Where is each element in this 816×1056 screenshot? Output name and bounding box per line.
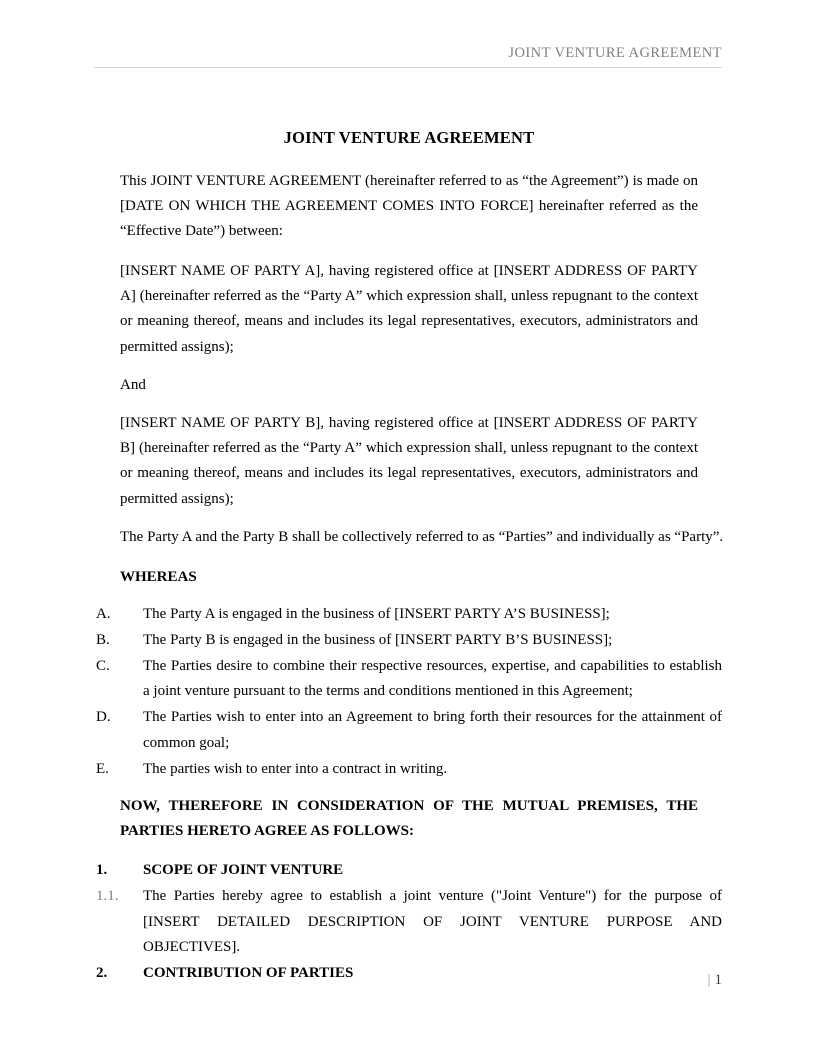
recital-marker: D.: [96, 709, 111, 726]
collective-reference-paragraph: The Party A and the Party B shall be collectively referred to as “Parties” and individually as “Party”.: [120, 529, 724, 545]
now-therefore-paragraph: NOW, THEREFORE IN CONSIDERATION OF THE MUTUAL PREMISES, THE PARTIES HERETO AGREE AS FOLLOWS:: [120, 798, 698, 840]
clause-text: SCOPE OF JOINT VENTURE: [143, 862, 344, 878]
clause-marker: 1.1.: [96, 887, 119, 904]
recital-item-a: [96, 602, 722, 628]
party-a-paragraph: [INSERT NAME OF PARTY A], having registered office at [INSERT ADDRESS OF PARTY A] (hereinafter referred as the “Party A” which expression shall, unless repugnant to the context or meaning thereof, means and includes its legal representatives, executors, administrators and permitted assigns);: [120, 263, 698, 355]
recital-text: The Party A is engaged in the business of [INSERT PARTY A’S BUSINESS];: [143, 606, 610, 622]
recital-item-e: [96, 757, 722, 783]
recital-text: The Party B is engaged in the business of [INSERT PARTY B’S BUSINESS];: [143, 631, 613, 648]
clause-text: The Parties hereby agree to establish a joint venture ("Joint Venture") for the purpose of [INSERT DETAILED DESCRIPTION OF JOINT VENTURE PURPOSE AND OBJECTIVES].: [143, 887, 722, 956]
page-footer: [94, 972, 722, 989]
page-number: 1: [714, 972, 722, 988]
clause-marker: 2.: [96, 965, 108, 982]
recital-text: The parties wish to enter into a contract in writing.: [143, 760, 448, 777]
recital-text: The Parties wish to enter into an Agreement to bring forth their resources for the attainment of common goal;: [143, 709, 722, 751]
party-b-paragraph: [INSERT NAME OF PARTY B], having registered office at [INSERT ADDRESS OF PARTY B] (hereinafter referred as the “Party A” which expression shall, unless repugnant to the context or meaning thereof, means and includes its legal representatives, executors, administrators and permitted assigns);: [120, 415, 698, 507]
recital-item-d: [96, 705, 722, 757]
and-connector: And: [120, 377, 146, 393]
whereas-heading: WHEREAS: [120, 569, 197, 585]
recital-item-c: [96, 654, 722, 706]
intro-paragraph: This JOINT VENTURE AGREEMENT (hereinafter referred to as “the Agreement”) is made on [DATE ON WHICH THE AGREEMENT COMES INTO FORCE] hereinafter referred as the “Effective Date”) between:: [120, 173, 698, 240]
recital-item-b: [96, 628, 722, 654]
clause-item-1-1: [96, 884, 722, 961]
recital-text: The Parties desire to combine their respective resources, expertise, and capabilities to establish a joint venture pursuant to the terms and conditions mentioned in this Agreement;: [143, 657, 722, 700]
recital-marker: E.: [96, 760, 109, 777]
clause-marker: 1.: [96, 862, 108, 878]
recital-marker: A.: [96, 606, 111, 622]
recital-marker: B.: [96, 631, 110, 648]
clause-text: CONTRIBUTION OF PARTIES: [143, 965, 354, 982]
page-header: [94, 44, 722, 68]
header-title: JOINT VENTURE AGREEMENT: [508, 45, 722, 61]
page-number-separator: |: [707, 972, 711, 988]
recitals-list: [96, 602, 722, 783]
recital-marker: C.: [96, 657, 110, 674]
document-title: JOINT VENTURE AGREEMENT: [283, 128, 535, 147]
clause-item-1: [96, 858, 722, 884]
clauses-list: [96, 858, 722, 987]
